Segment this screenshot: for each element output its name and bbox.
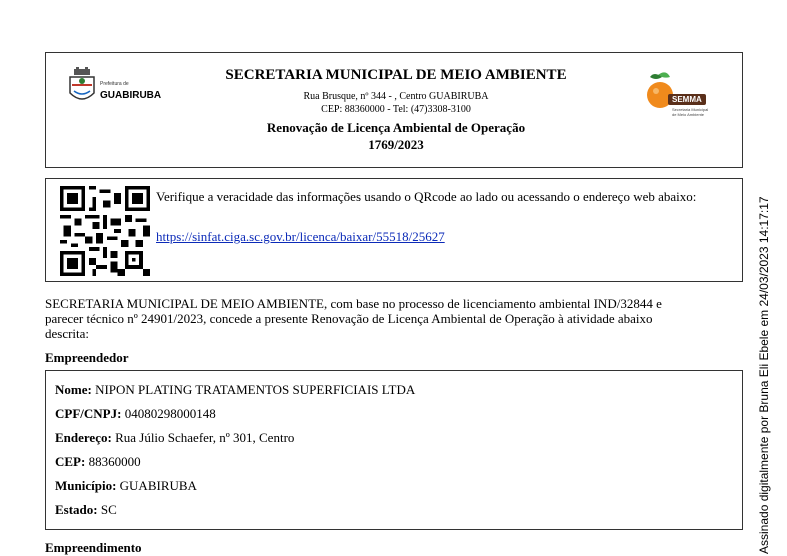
header-box: [45, 52, 743, 168]
intro-line-3: descrita:: [45, 326, 90, 341]
document-type: Renovação de Licença Ambiental de Operação: [266, 120, 526, 135]
verification-link[interactable]: https://sinfat.ciga.sc.gov.br/licenca/baixar/55518/25627: [156, 229, 445, 244]
field-value: Rua Júlio Schaefer, nº 301, Centro: [115, 430, 295, 445]
field-estado: [55, 502, 117, 518]
field-value: SC: [100, 502, 117, 517]
header-cep-phone: CEP: 88360000 - Tel: (47)3308-3100: [321, 104, 471, 115]
page-title: SECRETARIA MUNICIPAL DE MEIO AMBIENTE: [225, 67, 567, 83]
semma-subtitle: Secretaria Municipal de Meio Ambiente: [672, 107, 709, 117]
field-cpf-cnpj: [55, 406, 216, 422]
semma-logo: [644, 69, 716, 121]
empreendedor-heading: Empreendedor: [45, 350, 129, 365]
intro-line-1: SECRETARIA MUNICIPAL DE MEIO AMBIENTE, com base no processo de licenciamento ambiental IND/32844 e: [45, 296, 662, 311]
field-label: Município:: [55, 478, 117, 493]
field-value: 88360000: [88, 454, 141, 469]
qr-instructions: Verifique a veracidade das informações usando o QRcode ao lado ou acessando o endereço web abaixo:: [156, 189, 697, 204]
field-label: CEP:: [55, 454, 86, 469]
field-value: GUABIRUBA: [119, 478, 197, 493]
intro-line-2: parecer técnico nº 24901/2023, concede a presente Renovação de Licença Ambiental de Operação à atividade abaixo: [45, 311, 653, 326]
intro-paragraph: [45, 296, 735, 341]
field-nome: [55, 382, 415, 398]
empreendedor-box: [45, 370, 743, 530]
field-value: 04080298000148: [124, 406, 216, 421]
city-logo-small-text: Prefeitura de: [100, 81, 129, 87]
field-label: Estado:: [55, 502, 98, 517]
field-endereco: [55, 430, 294, 446]
city-crest-icon: [66, 67, 98, 107]
header-address: Rua Brusque, nº 344 - , Centro GUABIRUBA: [303, 91, 489, 102]
city-logo-name: GUABIRUBA: [100, 90, 162, 101]
semma-badge: SEMMA: [668, 94, 706, 105]
field-label: Endereço:: [55, 430, 112, 445]
field-value: NIPON PLATING TRATAMENTOS SUPERFICIAIS LTDA: [95, 382, 416, 397]
empreendimento-heading: Empreendimento: [45, 540, 142, 555]
qr-verification-box: [45, 178, 743, 282]
field-label: Nome:: [55, 382, 92, 397]
city-logo: [66, 67, 161, 111]
document-number: 1769/2023: [368, 137, 424, 152]
qr-code-icon[interactable]: [60, 186, 150, 276]
digital-signature-text: Assinado digitalmente por Bruna Eli Ebele em 24/03/2023 14:17:17: [757, 196, 771, 554]
field-municipio: [55, 478, 197, 494]
field-cep: [55, 454, 141, 470]
field-label: CPF/CNPJ:: [55, 406, 122, 421]
